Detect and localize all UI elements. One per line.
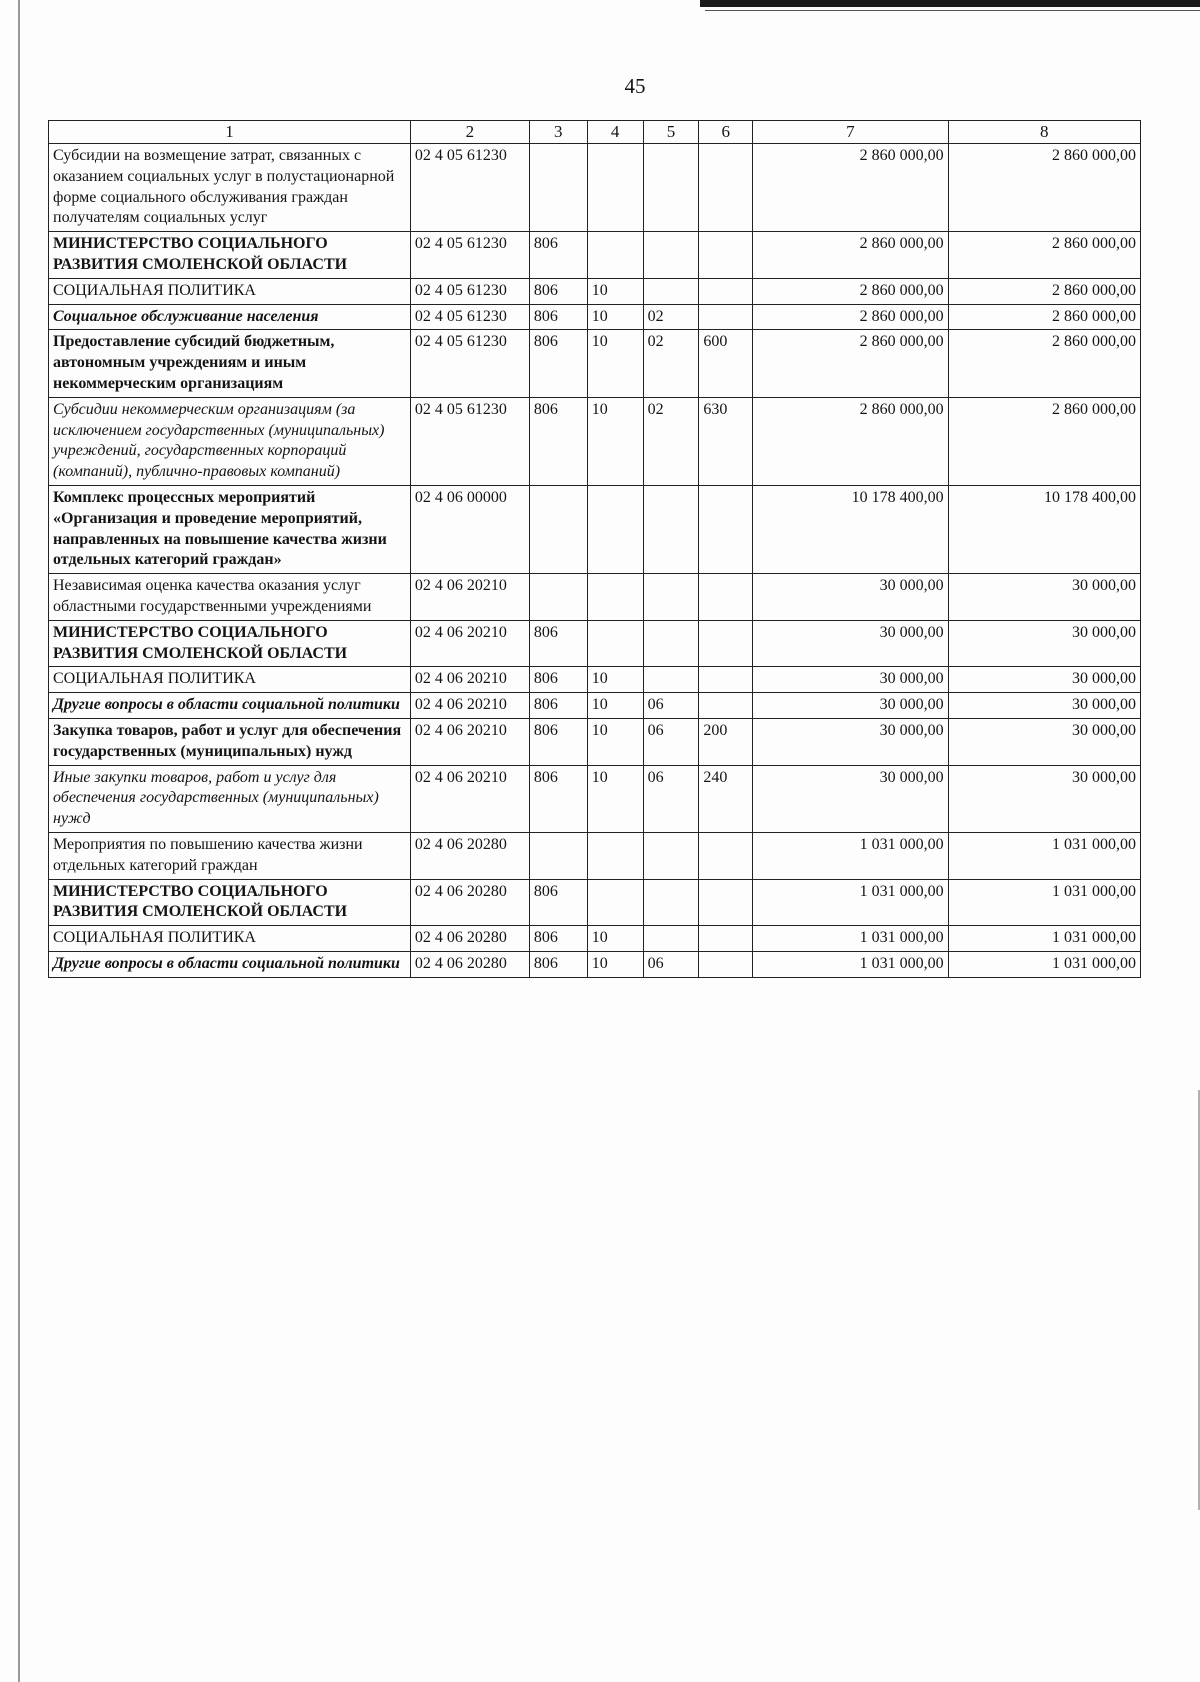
cell-amount-year-1: 30 000,00	[753, 718, 948, 765]
table-row	[49, 485, 1141, 573]
cell-section: 10	[587, 330, 643, 397]
cell-section: 10	[587, 397, 643, 485]
cell-section	[587, 574, 643, 621]
table-row	[49, 718, 1141, 765]
header-cell-6: 6	[699, 121, 753, 144]
cell-target-code: 02 4 06 20280	[410, 926, 529, 952]
cell-name: МИНИСТЕРСТВО СОЦИАЛЬНОГО РАЗВИТИЯ СМОЛЕНСКОЙ ОБЛАСТИ	[49, 620, 411, 667]
cell-amount-year-2: 30 000,00	[948, 667, 1140, 693]
cell-target-code: 02 4 06 20210	[410, 693, 529, 719]
cell-ministry-code: 806	[529, 765, 587, 832]
cell-name: Социальное обслуживание населения	[49, 304, 411, 330]
table-row	[49, 832, 1141, 879]
cell-amount-year-1: 1 031 000,00	[753, 832, 948, 879]
cell-target-code: 02 4 06 20280	[410, 879, 529, 926]
cell-section: 10	[587, 926, 643, 952]
cell-name: Закупка товаров, работ и услуг для обеспечения государственных (муниципальных) нужд	[49, 718, 411, 765]
cell-section	[587, 232, 643, 279]
cell-ministry-code: 806	[529, 879, 587, 926]
table-row	[49, 304, 1141, 330]
cell-section: 10	[587, 951, 643, 977]
cell-amount-year-1: 2 860 000,00	[753, 278, 948, 304]
budget-table	[48, 120, 1141, 978]
cell-amount-year-2: 30 000,00	[948, 693, 1140, 719]
page-number: 45	[624, 74, 646, 98]
scan-left-edge-line	[18, 0, 20, 1682]
cell-target-code: 02 4 05 61230	[410, 397, 529, 485]
cell-expense-type: 200	[699, 718, 753, 765]
cell-target-code: 02 4 06 20210	[410, 620, 529, 667]
cell-amount-year-1: 10 178 400,00	[753, 485, 948, 573]
header-cell-4: 4	[587, 121, 643, 144]
cell-name: Субсидии на возмещение затрат, связанных с оказанием социальных услуг в полустационарной форме социального обслуживания граждан получателям социальных услуг	[49, 144, 411, 232]
table-row	[49, 765, 1141, 832]
scan-top-line	[705, 10, 1200, 11]
table-row	[49, 330, 1141, 397]
cell-subsection: 02	[643, 304, 699, 330]
cell-section	[587, 620, 643, 667]
cell-ministry-code: 806	[529, 693, 587, 719]
table-row	[49, 620, 1141, 667]
cell-section: 10	[587, 765, 643, 832]
header-cell-7: 7	[753, 121, 948, 144]
cell-subsection	[643, 879, 699, 926]
cell-ministry-code: 806	[529, 718, 587, 765]
cell-subsection: 06	[643, 765, 699, 832]
cell-target-code: 02 4 05 61230	[410, 278, 529, 304]
cell-ministry-code: 806	[529, 926, 587, 952]
cell-expense-type	[699, 879, 753, 926]
cell-section	[587, 879, 643, 926]
cell-amount-year-2: 2 860 000,00	[948, 278, 1140, 304]
cell-section: 10	[587, 278, 643, 304]
cell-name: Субсидии некоммерческим организациям (за исключением государственных (муниципальных) учреждений, государственных корпораций (компаний), публично-правовых компаний)	[49, 397, 411, 485]
table-row	[49, 232, 1141, 279]
cell-name: Комплекс процессных мероприятий «Организация и проведение мероприятий, направленных на повышение качества жизни отдельных категорий граждан»	[49, 485, 411, 573]
table-row	[49, 693, 1141, 719]
header-cell-1: 1	[49, 121, 411, 144]
cell-amount-year-2: 2 860 000,00	[948, 397, 1140, 485]
cell-amount-year-2: 2 860 000,00	[948, 144, 1140, 232]
cell-amount-year-2: 30 000,00	[948, 620, 1140, 667]
cell-ministry-code: 806	[529, 278, 587, 304]
cell-ministry-code: 806	[529, 667, 587, 693]
cell-expense-type: 600	[699, 330, 753, 397]
cell-expense-type	[699, 304, 753, 330]
table-row	[49, 926, 1141, 952]
cell-subsection	[643, 144, 699, 232]
cell-name: Предоставление субсидий бюджетным, автономным учреждениям и иным некоммерческим организациям	[49, 330, 411, 397]
cell-ministry-code: 806	[529, 397, 587, 485]
cell-amount-year-1: 30 000,00	[753, 620, 948, 667]
cell-expense-type	[699, 832, 753, 879]
header-cell-8: 8	[948, 121, 1140, 144]
cell-amount-year-1: 2 860 000,00	[753, 232, 948, 279]
table-row	[49, 951, 1141, 977]
header-cell-2: 2	[410, 121, 529, 144]
cell-expense-type	[699, 667, 753, 693]
cell-section: 10	[587, 667, 643, 693]
cell-expense-type: 240	[699, 765, 753, 832]
cell-target-code: 02 4 05 61230	[410, 232, 529, 279]
cell-subsection	[643, 485, 699, 573]
cell-ministry-code	[529, 485, 587, 573]
cell-name: Другие вопросы в области социальной политики	[49, 693, 411, 719]
cell-amount-year-1: 30 000,00	[753, 693, 948, 719]
cell-amount-year-1: 1 031 000,00	[753, 879, 948, 926]
cell-target-code: 02 4 06 20210	[410, 667, 529, 693]
cell-amount-year-2: 2 860 000,00	[948, 232, 1140, 279]
cell-subsection: 02	[643, 397, 699, 485]
cell-amount-year-1: 30 000,00	[753, 574, 948, 621]
cell-section	[587, 832, 643, 879]
cell-expense-type	[699, 620, 753, 667]
cell-name: Независимая оценка качества оказания услуг областными государственными учреждениями	[49, 574, 411, 621]
cell-amount-year-2: 1 031 000,00	[948, 832, 1140, 879]
cell-amount-year-2: 1 031 000,00	[948, 951, 1140, 977]
cell-expense-type	[699, 693, 753, 719]
cell-subsection	[643, 232, 699, 279]
cell-target-code: 02 4 06 20280	[410, 951, 529, 977]
cell-amount-year-1: 30 000,00	[753, 765, 948, 832]
cell-amount-year-1: 30 000,00	[753, 667, 948, 693]
cell-subsection	[643, 620, 699, 667]
cell-amount-year-2: 1 031 000,00	[948, 879, 1140, 926]
cell-expense-type	[699, 485, 753, 573]
cell-subsection	[643, 832, 699, 879]
cell-subsection: 06	[643, 718, 699, 765]
cell-amount-year-1: 2 860 000,00	[753, 397, 948, 485]
cell-target-code: 02 4 06 20210	[410, 765, 529, 832]
header-cell-3: 3	[529, 121, 587, 144]
cell-ministry-code: 806	[529, 232, 587, 279]
cell-target-code: 02 4 05 61230	[410, 144, 529, 232]
cell-amount-year-1: 1 031 000,00	[753, 926, 948, 952]
cell-amount-year-1: 2 860 000,00	[753, 304, 948, 330]
cell-ministry-code	[529, 144, 587, 232]
cell-name: Мероприятия по повышению качества жизни отдельных категорий граждан	[49, 832, 411, 879]
header-cell-5: 5	[643, 121, 699, 144]
cell-expense-type: 630	[699, 397, 753, 485]
cell-expense-type	[699, 232, 753, 279]
cell-section: 10	[587, 304, 643, 330]
cell-target-code: 02 4 06 20210	[410, 718, 529, 765]
cell-ministry-code	[529, 574, 587, 621]
cell-target-code: 02 4 05 61230	[410, 330, 529, 397]
cell-name: СОЦИАЛЬНАЯ ПОЛИТИКА	[49, 667, 411, 693]
scan-top-bar	[700, 0, 1200, 7]
cell-name: СОЦИАЛЬНАЯ ПОЛИТИКА	[49, 926, 411, 952]
cell-name: МИНИСТЕРСТВО СОЦИАЛЬНОГО РАЗВИТИЯ СМОЛЕНСКОЙ ОБЛАСТИ	[49, 879, 411, 926]
header-row	[49, 121, 1141, 144]
table-row	[49, 278, 1141, 304]
cell-ministry-code: 806	[529, 951, 587, 977]
cell-name: Иные закупки товаров, работ и услуг для обеспечения государственных (муниципальных) нужд	[49, 765, 411, 832]
cell-ministry-code: 806	[529, 330, 587, 397]
cell-ministry-code: 806	[529, 620, 587, 667]
cell-target-code: 02 4 05 61230	[410, 304, 529, 330]
cell-target-code: 02 4 06 20280	[410, 832, 529, 879]
cell-expense-type	[699, 951, 753, 977]
table-row	[49, 667, 1141, 693]
cell-amount-year-2: 30 000,00	[948, 574, 1140, 621]
cell-name: СОЦИАЛЬНАЯ ПОЛИТИКА	[49, 278, 411, 304]
table-row	[49, 879, 1141, 926]
cell-amount-year-2: 2 860 000,00	[948, 330, 1140, 397]
cell-subsection	[643, 667, 699, 693]
cell-amount-year-2: 30 000,00	[948, 765, 1140, 832]
cell-section	[587, 144, 643, 232]
cell-subsection	[643, 926, 699, 952]
cell-name: МИНИСТЕРСТВО СОЦИАЛЬНОГО РАЗВИТИЯ СМОЛЕНСКОЙ ОБЛАСТИ	[49, 232, 411, 279]
cell-amount-year-1: 2 860 000,00	[753, 144, 948, 232]
table-body	[49, 144, 1141, 978]
cell-ministry-code: 806	[529, 304, 587, 330]
cell-expense-type	[699, 278, 753, 304]
cell-section: 10	[587, 718, 643, 765]
cell-section	[587, 485, 643, 573]
cell-amount-year-1: 2 860 000,00	[753, 330, 948, 397]
cell-amount-year-2: 10 178 400,00	[948, 485, 1140, 573]
cell-amount-year-2: 30 000,00	[948, 718, 1140, 765]
cell-subsection: 02	[643, 330, 699, 397]
cell-subsection	[643, 574, 699, 621]
cell-amount-year-2: 2 860 000,00	[948, 304, 1140, 330]
cell-expense-type	[699, 144, 753, 232]
cell-amount-year-2: 1 031 000,00	[948, 926, 1140, 952]
cell-ministry-code	[529, 832, 587, 879]
cell-expense-type	[699, 926, 753, 952]
cell-subsection	[643, 278, 699, 304]
cell-expense-type	[699, 574, 753, 621]
cell-target-code: 02 4 06 00000	[410, 485, 529, 573]
cell-name: Другие вопросы в области социальной политики	[49, 951, 411, 977]
table-row	[49, 144, 1141, 232]
cell-section: 10	[587, 693, 643, 719]
cell-amount-year-1: 1 031 000,00	[753, 951, 948, 977]
table-row	[49, 574, 1141, 621]
cell-subsection: 06	[643, 693, 699, 719]
cell-subsection: 06	[643, 951, 699, 977]
cell-target-code: 02 4 06 20210	[410, 574, 529, 621]
table-row	[49, 397, 1141, 485]
